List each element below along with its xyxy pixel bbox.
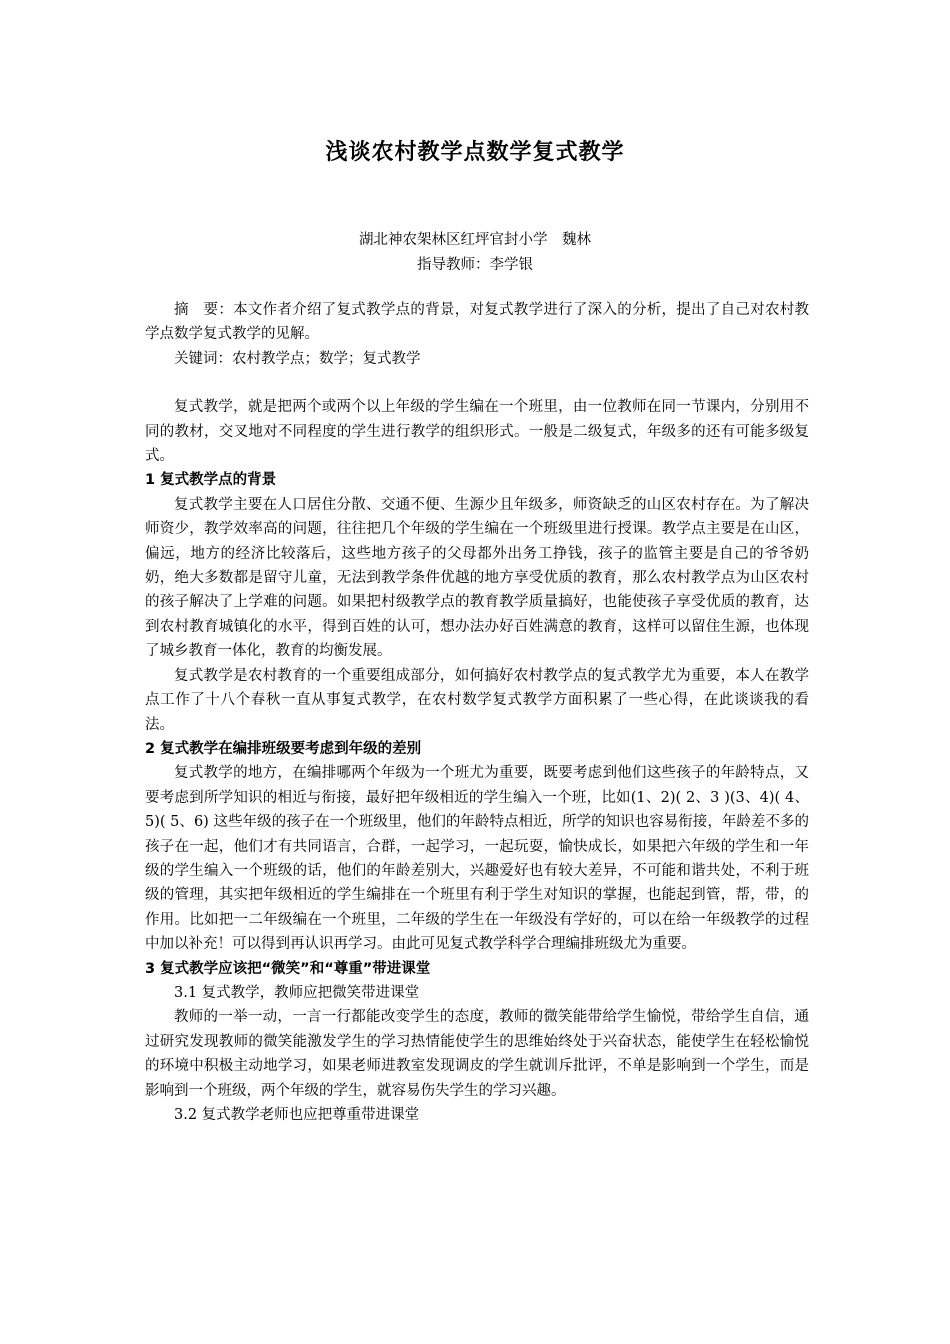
section-3-heading: 3 复式教学应该把“微笑”和“尊重”带进课堂 [145,960,431,977]
section-2-heading: 2 复式教学在编排班级要考虑到年级的差别 [145,740,422,757]
spacer [145,371,809,395]
section-1-paragraph-1: 复式教学主要在人口居住分散、交通不便、生源少且年级多，师资缺乏的山区农村存在。为了解决师资少，教学效率高的问题，往往把几个年级的学生编在一个班级里进行授课。教学点主要是在山区，偏远，地方的经济比较落后，这些地方孩子的父母都外出务工挣钱，孩子的监管主要是自己的爷爷奶奶，绝大多数都是留守儿童，无法到教学条件优越的地方享受优质的教育，那么农村教学点为山区农村的孩子解决了上学难的问题。如果把村级教学点的教育教学质量搞好，也能使孩子享受优质的教育，达到农村教育城镇化的水平，得到百姓的认可，想办法办好百姓满意的教育，这样可以留住生源，也体现了城乡教育一体化，教育的均衡发展。 [145,496,809,660]
section-3-paragraph-1: 教师的一举一动，一言一行都能改变学生的态度，教师的微笑能带给学生愉悦，带给学生自信，通过研究发现教师的微笑能激发学生的学习热情能使学生的思维始终处于兴奋状态，能使学生在轻松愉悦的环境中积极主动地学习，如果老师进教室发现调皮的学生就训斥批评，不单是影响到一个学生，而是影响到一个班级，两个年级的学生，就容易伤失学生的学习兴趣。 [145,1009,809,1099]
abstract: 摘 要：本文作者介绍了复式教学点的背景，对复式教学进行了深入的分析，提出了自己对农村教学点数学复式教学的见解。 [145,302,809,343]
section-1-paragraph-2: 复式教学是农村教育的一个重要组成部分，如何搞好农村教学点的复式教学尤为重要，本人在教学点工作了十八个春秋一直从事复式教学，在农村数学复式教学方面积累了一些心得，在此谈谈我的看法。 [145,667,809,733]
advisor-line: 指导教师：李学银 [417,257,533,273]
author-line: 湖北神农架林区红坪官封小学 魏林 [359,232,591,248]
subsection-3-2-heading: 3.2 复式教学老师也应把尊重带进课堂 [174,1107,420,1123]
paper-body [145,298,809,1127]
paper-title: 浅谈农村教学点数学复式教学 [325,140,625,165]
subsection-3-1-heading: 3.1 复式教学，教师应把微笑带进课堂 [174,984,420,1001]
section-2-paragraph-1: 复式教学的地方，在编排哪两个年级为一个班尤为重要，既要考虑到他们这些孩子的年龄特点，又要考虑到所学知识的相近与衔接，最好把年级相近的学生编入一个班，比如(1、2)( 2、3 )(3、4)( 4、5)( 5、6) 这些年级的孩子在一个班级里，他们的年龄特点相近，所学的知识也容易衔接，年龄差不多的孩子在一起，他们才有共同语言，合群，一起学习，一起玩耍，愉快成长，如果把六年级的学生和一年级的学生编入一个班级的话，他们的年龄差别大，兴趣爱好也有较大差异，不可能和谐共处，不利于班级的管理，其实把年级相近的学生编排在一个班里有利于学生对知识的掌握，也能起到管，帮，带，的作用。比如把一二年级编在一个班里，二年级的学生在一年级没有学好的，可以在给一年级教学的过程中加以补充！可以得到再认识再学习。由此可见复式教学科学合理编排班级尤为重要。 [145,765,809,953]
keywords: 关键词：农村教学点；数学；复式教学 [174,350,421,367]
intro-paragraph: 复式教学，就是把两个或两个以上年级的学生编在一个班里，由一位教师在同一节课内，分别用不同的教材，交叉地对不同程度的学生进行教学的组织形式。一般是二级复式，年级多的还有可能多级复式。 [145,399,809,465]
section-1-heading: 1 复式教学点的背景 [145,472,277,489]
